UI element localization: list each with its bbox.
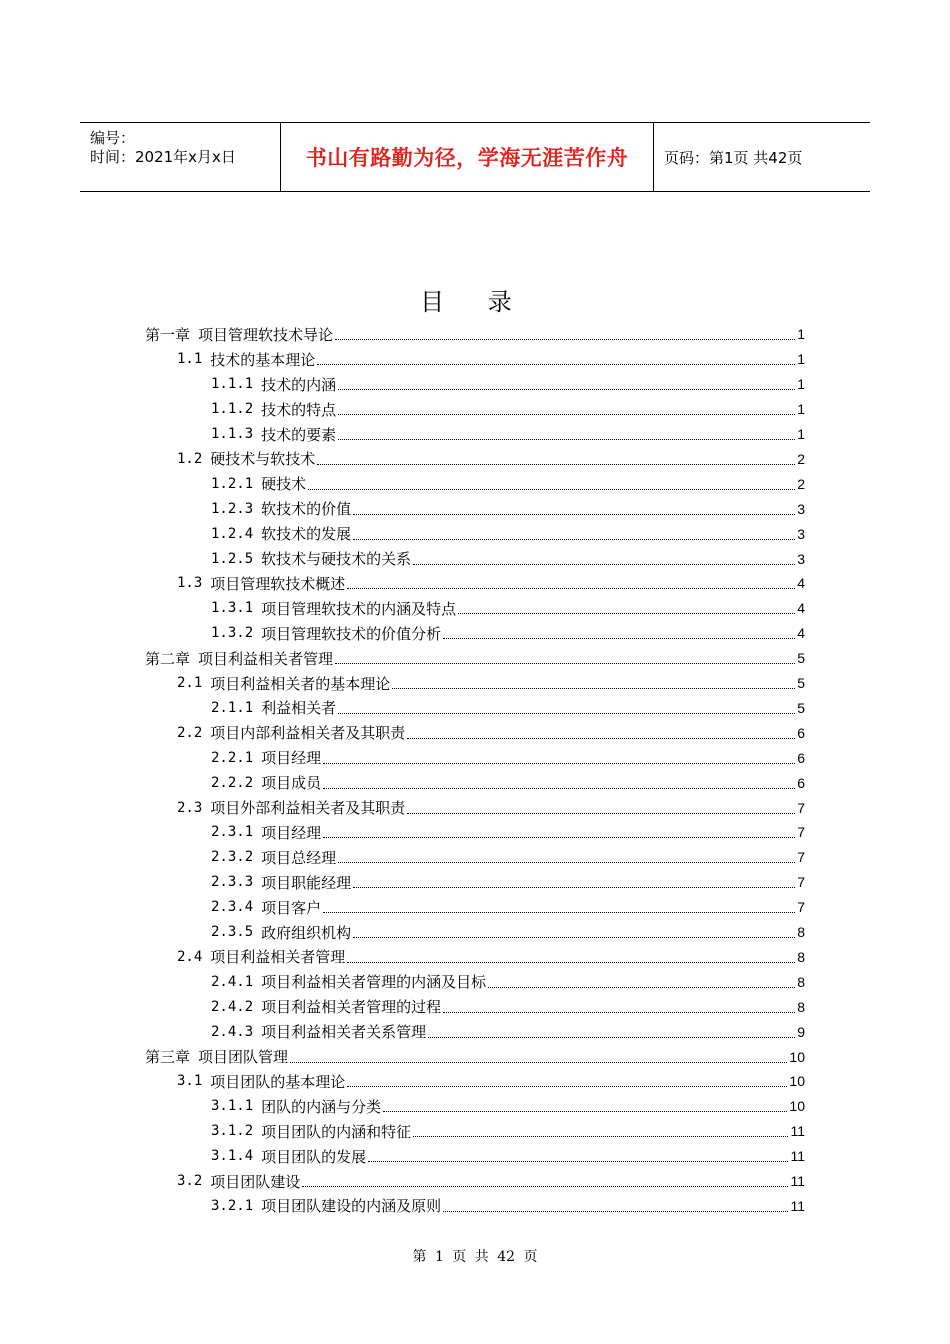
toc-entry-page: 9 [797,1023,805,1040]
toc-entry-title: 硬技术与软技术 [210,450,316,469]
toc-entry-number: 3.2.1 [211,1197,254,1214]
toc-entry[interactable] [211,471,805,496]
toc-entry-page: 7 [797,824,805,841]
toc-entry[interactable] [177,671,805,696]
toc-leader-dots [347,587,795,589]
toc-entry[interactable] [211,1144,805,1169]
toc-entry-title: 项目团队建设的内涵及原则 [261,1197,442,1216]
toc-entry-number: 3.1.1 [211,1098,254,1115]
toc-entry-number: 2.2.2 [211,774,254,791]
toc-entry-page: 1 [797,326,805,343]
toc-entry-page: 1 [797,351,805,368]
toc-entry-title: 项目职能经理 [261,873,352,892]
toc-leader-dots [308,488,795,490]
toc-entry-title: 软技术的价值 [261,500,352,519]
toc-entry-title: 项目团队的内涵和特征 [261,1122,412,1141]
toc-leader-dots [428,1036,795,1038]
toc-entry-title: 项目经理 [261,823,322,842]
toc-entry-page: 4 [797,600,805,617]
toc-entry-number: 1.2 [177,450,203,467]
toc-entry[interactable] [177,347,805,372]
toc-leader-dots [353,936,795,938]
toc-entry-number: 2.4.2 [211,998,254,1015]
toc-entry-title: 项目经理 [261,749,322,768]
toc-leader-dots [353,538,795,540]
toc-leader-dots [335,338,795,340]
toc-entry[interactable] [211,895,805,920]
toc-entry-number: 3.1.2 [211,1123,254,1140]
toc-entry-title: 项目利益相关者管理的内涵及目标 [261,973,487,992]
toc-entry-title: 项目管理软技术的价值分析 [261,624,442,643]
toc-leader-dots [323,787,795,789]
toc-entry-number: 2.1 [177,675,203,692]
toc-title: 目 录 [420,288,530,316]
toc-leader-dots [338,861,795,863]
toc-entry-page: 11 [790,1173,805,1190]
toc-entry[interactable] [211,1019,805,1044]
toc-leader-dots [290,1061,787,1063]
toc-leader-dots [413,563,795,565]
toc-entry-number: 1.2.4 [211,525,254,542]
toc-entry-title: 软技术的发展 [261,525,352,544]
toc-entry[interactable] [211,596,805,621]
toc-entry-page: 5 [797,699,805,716]
toc-entry-title: 项目利益相关者管理 [210,948,346,967]
toc-entry-title: 项目成员 [261,774,322,793]
toc-entry[interactable] [211,1119,805,1144]
toc-entry-number: 1.1 [177,351,203,368]
toc-entry-number: 第二章 [145,649,191,668]
toc-entry-title: 技术的要素 [261,425,337,444]
toc-entry-title: 项目团队管理 [198,1048,289,1067]
toc-entry-number: 1.3.1 [211,600,254,617]
toc-entry-title: 利益相关者 [261,699,337,718]
toc-entry-page: 7 [797,899,805,916]
toc-leader-dots [335,662,795,664]
toc-entry-title: 项目管理软技术导论 [198,325,334,344]
toc-leader-dots [443,1210,788,1212]
toc-entry[interactable] [177,945,805,970]
toc-entry[interactable] [177,447,805,472]
toc-entry-page: 1 [797,401,805,418]
toc-entry[interactable] [211,870,805,895]
toc-entry-page: 5 [797,675,805,692]
toc-leader-dots [323,836,795,838]
toc-entry-page: 6 [797,774,805,791]
toc-entry-number: 1.1.1 [211,376,254,393]
toc-entry-page: 11 [790,1148,805,1165]
toc-entry[interactable] [211,969,805,994]
toc-entry[interactable] [211,745,805,770]
toc-entry-page: 4 [797,625,805,642]
toc-leader-dots [317,463,795,465]
toc-entry[interactable] [211,496,805,521]
toc-entry-number: 第三章 [145,1048,191,1067]
toc-entry-page: 2 [797,450,805,467]
toc-entry-number: 2.3.3 [211,874,254,891]
toc-entry-page: 7 [797,799,805,816]
toc-entry-page: 3 [797,500,805,517]
toc-entry-title: 项目利益相关者关系管理 [261,1023,427,1042]
header-meta-cell [80,123,281,191]
toc-entry[interactable] [177,571,805,596]
toc-entry-page: 8 [797,998,805,1015]
toc-entry[interactable] [211,696,805,721]
document-header [80,122,870,192]
toc-entry-number: 2.3 [177,799,203,816]
toc-entry[interactable] [177,720,805,745]
toc-leader-dots [353,886,795,888]
toc-leader-dots [347,961,795,963]
toc-entry-title: 项目团队的发展 [261,1147,367,1166]
toc-entry[interactable] [145,1044,805,1069]
toc-entry-title: 软技术与硬技术的关系 [261,550,412,569]
toc-entry-title: 硬技术 [261,475,307,494]
toc-entry-title: 项目团队的基本理论 [210,1072,346,1091]
toc-entry-title: 技术的基本理论 [210,350,316,369]
toc-leader-dots [392,687,795,689]
toc-entry-number: 1.3.2 [211,625,254,642]
toc-entry-number: 3.2 [177,1173,203,1190]
toc-leader-dots [458,612,795,614]
toc-entry-title: 项目内部利益相关者及其职责 [210,724,406,743]
toc-entry-page: 4 [797,575,805,592]
toc-entry-page: 10 [789,1048,805,1065]
toc-entry-number: 2.4 [177,948,203,965]
toc-entry-page: 2 [797,475,805,492]
toc-leader-dots [302,1185,788,1187]
toc-leader-dots [338,438,795,440]
toc-entry-title: 项目利益相关者管理 [198,649,334,668]
toc-leader-dots [338,712,795,714]
header-page-label [664,123,870,191]
toc-entry[interactable] [211,422,805,447]
toc-leader-dots [443,1011,795,1013]
toc-entry-title: 项目管理软技术的内涵及特点 [261,599,457,618]
toc-entry[interactable] [177,795,805,820]
toc-entry[interactable] [177,1169,805,1194]
page-count-label: 页码：第1页 共42页 [664,148,803,167]
toc-entry[interactable] [211,920,805,945]
toc-entry-number: 1.1.2 [211,401,254,418]
toc-entry-title: 技术的内涵 [261,375,337,394]
toc-entry[interactable] [211,770,805,795]
toc-entry-page: 3 [797,550,805,567]
toc-leader-dots [317,363,795,365]
toc-entry-number: 2.4.3 [211,1023,254,1040]
toc-entry[interactable] [211,521,805,546]
toc-entry-number: 2.3.1 [211,824,254,841]
toc-entry-title: 项目外部利益相关者及其职责 [210,799,406,818]
toc-entry-number: 1.3 [177,575,203,592]
toc-entry-number: 1.1.3 [211,426,254,443]
toc-leader-dots [407,812,795,814]
toc-entry[interactable] [211,1094,805,1119]
toc-entry-number: 2.3.4 [211,899,254,916]
toc-entry[interactable] [145,646,805,671]
toc-entry-title: 技术的特点 [261,400,337,419]
toc-entry-number: 2.3.2 [211,849,254,866]
toc-entry[interactable] [211,845,805,870]
toc-entry-page: 11 [790,1197,805,1214]
toc-entry[interactable] [211,994,805,1019]
toc-leader-dots [488,986,795,988]
toc-entry[interactable] [211,621,805,646]
toc-entry-title: 项目利益相关者管理的过程 [261,998,442,1017]
toc-entry-number: 1.2.1 [211,475,254,492]
toc-leader-dots [407,737,795,739]
toc-entry-title: 项目利益相关者的基本理论 [210,674,391,693]
toc-entry-page: 5 [797,650,805,667]
toc-leader-dots [413,1135,788,1137]
toc-leader-dots [347,1085,787,1087]
date-label: 时间：2021年x月x日 [90,148,236,166]
toc-entry-page: 7 [797,874,805,891]
toc-leader-dots [383,1110,787,1112]
toc-entry-title: 项目客户 [261,898,322,917]
toc-entry-page: 3 [797,525,805,542]
toc-entry[interactable] [211,820,805,845]
toc-entry[interactable] [211,546,805,571]
toc-leader-dots [323,911,795,913]
toc-entry-number: 2.1.1 [211,699,254,716]
toc-entry-number: 3.1 [177,1073,203,1090]
toc-entry-number: 2.4.1 [211,973,254,990]
toc-entry-page: 6 [797,724,805,741]
toc-entry-page: 1 [797,376,805,393]
toc-entry-page: 11 [790,1123,805,1140]
toc-entry-title: 政府组织机构 [261,923,352,942]
toc-entry-title: 项目团队建设 [210,1172,301,1191]
toc-entry-title: 项目管理软技术概述 [210,574,346,593]
toc-entry-page: 10 [789,1098,805,1115]
number-label: 编号： [90,129,136,147]
toc-entry-title: 团队的内涵与分类 [261,1097,382,1116]
toc-entry-number: 2.2.1 [211,749,254,766]
toc-entry-page: 8 [797,948,805,965]
toc-entry[interactable] [211,1194,805,1219]
toc-entry-page: 1 [797,426,805,443]
toc-entry[interactable] [211,397,805,422]
toc-entry-number: 2.2 [177,724,203,741]
toc-entry-number: 第一章 [145,325,191,344]
toc-entry-number: 1.2.5 [211,550,254,567]
toc-leader-dots [338,413,795,415]
toc-leader-dots [368,1160,788,1162]
header-motto: 书山有路勤为径，学海无涯苦作舟 [281,123,654,191]
toc-entry[interactable] [145,322,805,347]
toc-entry-page: 8 [797,973,805,990]
toc-leader-dots [443,637,795,639]
toc-entry[interactable] [211,372,805,397]
toc-entry-page: 10 [789,1073,805,1090]
toc-entry-page: 7 [797,849,805,866]
toc-entry-page: 8 [797,924,805,941]
toc-entry[interactable] [177,1069,805,1094]
toc-leader-dots [338,388,795,390]
page-footer: 第 1 页 共 42 页 [412,1249,538,1265]
toc-entry-number: 3.1.4 [211,1148,254,1165]
toc-entry-number: 2.3.5 [211,924,254,941]
toc-entry-number: 1.2.3 [211,500,254,517]
toc-leader-dots [323,762,795,764]
toc-leader-dots [353,513,795,515]
toc-entry-title: 项目总经理 [261,848,337,867]
toc-entry-page: 6 [797,749,805,766]
